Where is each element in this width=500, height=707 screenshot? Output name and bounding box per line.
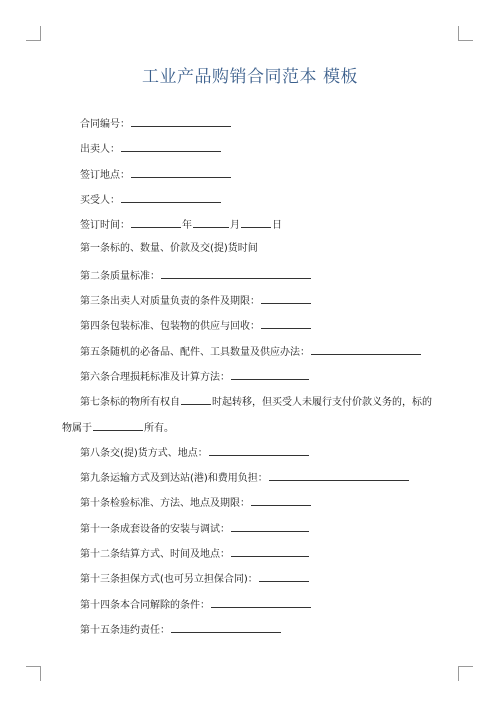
blank-line	[209, 442, 309, 456]
clause-text: 第十五条违约责任：	[80, 624, 170, 636]
clause-text: 第十四条本合同解除的条件：	[80, 599, 210, 611]
blank-line	[261, 290, 311, 304]
clause-text: 第一条标的、数量、价款及交(提)货时间	[80, 243, 258, 255]
clause-text: 第三条出卖人对质量负责的条件及期限：	[80, 296, 260, 308]
clause-2	[0, 265, 500, 290]
blank-line	[121, 189, 221, 203]
blank-line	[269, 467, 409, 481]
clause-text: 第九条运输方式及到达站(港)和费用负担：	[80, 473, 268, 485]
clause-5	[0, 341, 500, 366]
field-label: 出卖人：	[80, 144, 120, 156]
blank-line	[231, 366, 309, 380]
blank-line	[93, 417, 143, 431]
clause-14	[0, 594, 500, 619]
clause-8	[0, 442, 500, 467]
clause-text: 第十一条成套设备的安装与调试：	[80, 523, 230, 535]
field-seller	[0, 138, 500, 163]
crop-mark-top-right	[458, 26, 473, 41]
clause-9	[0, 467, 500, 492]
blank-line	[261, 315, 311, 329]
field-label: 签订地点：	[80, 169, 130, 181]
field-contract-no	[0, 113, 500, 138]
clause-11	[0, 518, 500, 543]
year-label: 年	[182, 220, 192, 232]
blank-line	[193, 214, 229, 228]
blank-line	[231, 543, 309, 557]
clause-text: 物属于	[62, 422, 92, 434]
blank-line	[121, 138, 221, 152]
field-label: 买受人：	[80, 194, 120, 206]
clause-12	[0, 543, 500, 568]
crop-mark-bottom-left	[26, 666, 41, 681]
month-label: 月	[230, 220, 240, 232]
clause-1	[0, 239, 500, 264]
document-title: 工业产品购销合同范本 模板	[142, 67, 358, 87]
blank-line	[241, 214, 271, 228]
clause-6	[0, 366, 500, 391]
blank-line	[131, 164, 231, 178]
clause-text: 所有。	[144, 422, 174, 434]
contract-body	[0, 113, 500, 644]
field-sign-place	[0, 164, 500, 189]
field-label: 合同编号：	[80, 119, 130, 130]
clause-7	[0, 391, 500, 416]
clause-text: 第五条随机的必备品、配件、工具数量及供应办法：	[80, 346, 310, 358]
clause-text: 第十条检验标准、方法、地点及期限：	[80, 498, 250, 510]
blank-line	[231, 518, 309, 532]
blank-line	[211, 594, 311, 608]
clause-text: 第二条质量标准：	[80, 270, 160, 282]
clause-7-continued	[0, 417, 500, 442]
clause-4	[0, 315, 500, 340]
clause-text: 第六条合理损耗标准及计算方法：	[80, 371, 230, 383]
field-buyer	[0, 189, 500, 214]
field-label: 签订时间：	[80, 220, 130, 232]
clause-text: 第七条标的物所有权自	[80, 397, 180, 409]
blank-line	[259, 568, 309, 582]
blank-line	[171, 619, 281, 633]
blank-line	[251, 492, 311, 506]
clause-10	[0, 492, 500, 517]
crop-mark-bottom-right	[458, 666, 473, 681]
clause-text: 第十三条担保方式(也可另立担保合同)：	[80, 574, 258, 586]
clause-13	[0, 568, 500, 593]
clause-text: 时起转移，但买受人未履行支付价款义务的，标的	[212, 397, 432, 409]
clause-text: 第八条交(提)货方式、地点：	[80, 447, 208, 459]
blank-line	[131, 214, 181, 228]
crop-mark-top-left	[26, 26, 41, 41]
clause-15	[0, 619, 500, 644]
blank-line	[161, 265, 311, 279]
blank-line	[311, 341, 421, 355]
clause-text: 第十二条结算方式、时间及地点：	[80, 549, 230, 561]
day-label: 日	[272, 220, 282, 232]
blank-line	[181, 391, 211, 405]
clause-3	[0, 290, 500, 315]
clause-text: 第四条包装标准、包装物的供应与回收：	[80, 321, 260, 333]
blank-line	[131, 113, 231, 127]
field-sign-time	[0, 214, 500, 239]
